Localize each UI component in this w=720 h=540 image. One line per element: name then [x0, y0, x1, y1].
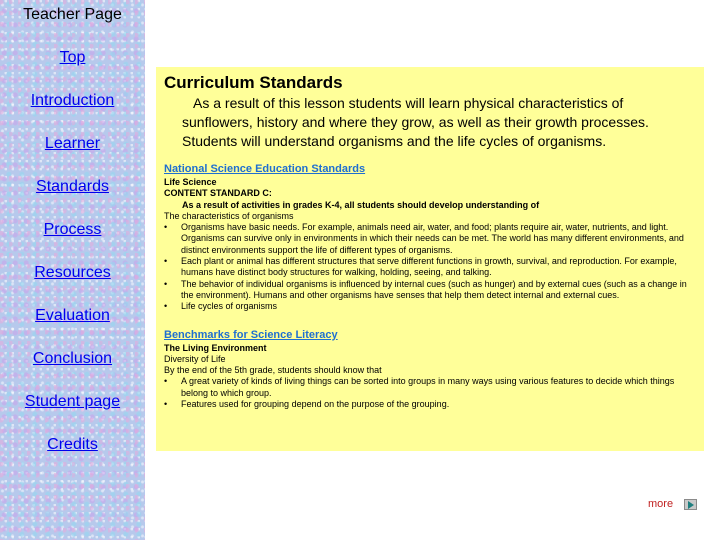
nses-subject: Life Science — [164, 177, 217, 187]
list-item: • A great variety of kinds of living things can be sorted into groups in many ways using various features to decide which things belong to which group. — [164, 376, 696, 399]
list-item: • Organisms have basic needs. For example, animals need air, water, and food; plants require air, water, nutrients, and light. Organisms can survive only in environments in which their needs can be met. The world has many different environments, and distinct environments support the life of different types of organisms. — [164, 222, 696, 256]
nav-link-resources[interactable]: Resources — [34, 264, 111, 281]
sidebar-nav — [0, 0, 145, 540]
benchmarks-lead: By the end of the 5th grade, students should know that — [164, 365, 382, 376]
nav-link-evaluation[interactable]: Evaluation — [35, 307, 110, 324]
intro-paragraph: As a result of this lesson students will learn physical characteristics of sunflowers, history and where they grow, as well as their growth processes. Students will understand organisms and the life cycles of organisms. — [182, 95, 649, 149]
benchmarks-link[interactable]: Benchmarks for Science Literacy — [164, 328, 338, 341]
next-button[interactable] — [684, 499, 697, 510]
nav-link-conclusion[interactable]: Conclusion — [32, 350, 113, 367]
benchmarks-bullet-list — [164, 376, 696, 410]
nav-link-introduction[interactable]: Introduction — [30, 92, 115, 109]
list-item: • Life cycles of organisms — [164, 301, 696, 312]
nses-standard: CONTENT STANDARD C: — [164, 188, 272, 199]
nav-title: Teacher Page — [23, 6, 122, 23]
nav-link-learner[interactable]: Learner — [44, 135, 101, 152]
nses-bullet-list — [164, 222, 696, 312]
content-panel — [156, 67, 704, 451]
nav-link-credits[interactable]: Credits — [47, 436, 98, 453]
nses-link[interactable]: National Science Education Standards — [164, 163, 366, 175]
list-item: • Features used for grouping depend on the purpose of the grouping. — [164, 399, 696, 410]
nav-link-process[interactable]: Process — [43, 221, 102, 238]
more-link[interactable]: more — [648, 498, 674, 510]
benchmarks-subject: The Living Environment — [164, 342, 267, 353]
list-item: • The behavior of individual organisms is influenced by internal cues (such as hunger) and by external cues (such as a change in the environment). Humans and other organisms have senses that help them detect internal and external cues. — [164, 279, 696, 302]
nses-activities: As a result of activities in grades K-4, all students should develop understanding of — [182, 199, 540, 210]
nav-link-standards[interactable]: Standards — [36, 178, 109, 195]
nav-link-top[interactable]: Top — [59, 49, 86, 66]
benchmarks-topic: Diversity of Life — [164, 353, 226, 364]
page-title: Curriculum Standards — [164, 73, 343, 92]
play-triangle-icon — [688, 501, 694, 509]
nses-topic: The characteristics of organisms — [164, 210, 294, 221]
list-item: • Each plant or animal has different structures that serve different functions in growth, survival, and reproduction. For example, humans have distinct body structures for walking, holding, seeing, and talking. — [164, 256, 696, 279]
nav-link-student-page[interactable]: Student page — [24, 393, 121, 410]
